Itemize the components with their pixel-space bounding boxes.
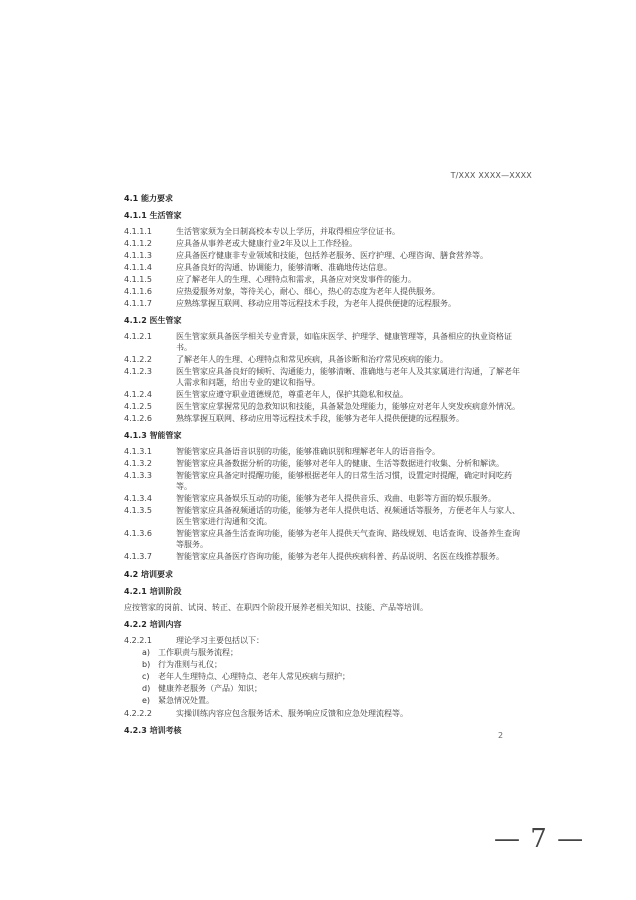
subsection-heading: 4.1.3 智能管家 [124, 431, 182, 440]
clause [124, 250, 524, 261]
list-item [142, 671, 524, 682]
clause [124, 470, 524, 492]
section-4-2 [124, 569, 524, 736]
clause [124, 401, 524, 412]
clause-text: 应具备良好的沟通、协调能力，能够清晰、准确地传达信息。 [176, 263, 392, 272]
clause [124, 298, 524, 309]
clause-number: 4.1.1.2 [124, 239, 152, 248]
list-text: 工作职责与服务流程； [158, 648, 238, 657]
subsection-heading: 4.1.2 医生管家 [124, 316, 182, 325]
clause [124, 413, 524, 424]
subsection-heading: 4.1.1 生活管家 [124, 211, 182, 220]
clause [124, 366, 524, 388]
clause-text: 智能管家应具备生活查询功能，能够为老年人提供天气查询、路线规划、电话查询、设备养生查询等服务。 [176, 529, 520, 549]
clause-number: 4.1.1.6 [124, 287, 152, 296]
list-label: e) [142, 696, 151, 705]
clause-number: 4.1.3.7 [124, 552, 152, 561]
clause-number: 4.1.3.5 [124, 506, 152, 515]
clause [124, 551, 524, 562]
clause-number: 4.1.2.1 [124, 332, 152, 341]
clause-text: 智能管家应具备定时提醒功能，能够根据老年人的日常生活习惯，设置定时提醒，确定时间吃药等。 [176, 471, 512, 491]
clause [124, 274, 524, 285]
clause [124, 635, 524, 646]
clause [124, 262, 524, 273]
list-text: 行为准则与礼仪； [158, 660, 222, 669]
clause-text: 生活管家须为全日制高校本专以上学历，并取得相应学位证书。 [176, 227, 400, 236]
clause [124, 528, 524, 550]
clause-number: 4.1.2.3 [124, 367, 152, 376]
list-item [142, 659, 524, 670]
clause-number: 4.1.3.3 [124, 471, 152, 480]
clause-number: 4.2.2.1 [124, 636, 152, 645]
clause-number: 4.1.3.1 [124, 447, 152, 456]
clause-number: 4.1.2.4 [124, 390, 152, 399]
clause-text: 理论学习主要包括以下： [176, 636, 264, 645]
clause-text: 实操训练内容应包含服务话术、服务响应反馈和应急处理流程等。 [176, 709, 408, 718]
clause [124, 286, 524, 297]
list-text: 健康养老服务（产品）知识； [158, 684, 262, 693]
section-heading: 4.1 能力要求 [124, 194, 173, 203]
clause-number: 4.1.1.3 [124, 251, 152, 260]
page-footer-number: — 7 — [494, 824, 585, 854]
clause-number: 4.1.3.6 [124, 529, 152, 538]
list-text: 老年人生理特点、心理特点、老年人常见疾病与照护； [158, 672, 350, 681]
clause-number: 4.1.2.5 [124, 402, 152, 411]
document-content [124, 186, 524, 741]
clause [124, 238, 524, 249]
clause [124, 505, 524, 527]
clause [124, 226, 524, 237]
clause-text: 医生管家应掌握常见的急救知识和技能，具备紧急处理能力，能够应对老年人突发疾病意外情况。 [176, 402, 520, 411]
clause-text: 应具备医疗健康非专业领域和技能，包括养老服务、医疗护理、心理咨询、膳食营养等。 [176, 251, 488, 260]
clause-number: 4.1.1.7 [124, 299, 152, 308]
list-item [142, 695, 524, 706]
section-4-1 [124, 193, 524, 562]
clause-text: 应具备从事养老或大健康行业2年及以上工作经验。 [176, 239, 358, 248]
bullet-list [124, 647, 524, 706]
clause [124, 458, 524, 469]
clause-text: 熟练掌握互联网、移动应用等远程技术手段，能够为老年人提供便捷的远程服务。 [176, 414, 464, 423]
list-text: 紧急情况处置。 [158, 696, 214, 705]
document-id: T/XXX XXXX—XXXX [450, 171, 532, 180]
clause-text: 医生管家应具备良好的倾听、沟通能力，能够清晰、准确地与老年人及其家属进行沟通，了解老年人需求和问题，给出专业的建议和指导。 [176, 367, 520, 387]
clause [124, 446, 524, 457]
clause [124, 708, 524, 719]
subsection-heading: 4.2.3 培训考核 [124, 726, 182, 735]
clause [124, 331, 524, 353]
list-label: a) [142, 648, 151, 657]
list-item [142, 647, 524, 658]
small-page-number: 2 [498, 731, 504, 740]
clause-text: 应了解老年人的生理、心理特点和需求，具备应对突发事件的能力。 [176, 275, 416, 284]
clause-text: 智能管家应具备视频通话的功能，能够为老年人提供电话、视频通话等服务，方便老年人与家人、医生管家进行沟通和交流。 [176, 506, 520, 526]
clause-number: 4.1.2.2 [124, 355, 152, 364]
subsection-heading: 4.2.2 培训内容 [124, 620, 182, 629]
clause-number: 4.1.1.1 [124, 227, 152, 236]
clause [124, 389, 524, 400]
list-label: d) [142, 684, 151, 693]
clause-number: 4.1.1.4 [124, 263, 152, 272]
clause-text: 智能管家应具备语音识别的功能，能够准确识别和理解老年人的语音指令。 [176, 447, 440, 456]
list-label: b) [142, 660, 151, 669]
clause-text: 了解老年人的生理、心理特点和常见疾病，具备诊断和治疗常见疾病的能力。 [176, 355, 448, 364]
subsection-heading: 4.2.1 培训阶段 [124, 587, 182, 596]
clause-text: 智能管家应具备医疗咨询功能，能够为老年人提供疾病科普、药品说明、名医在线推荐服务。 [176, 552, 504, 561]
list-label: c) [142, 672, 150, 681]
clause-text: 医生管家须具备医学相关专业背景，如临床医学、护理学、健康管理等，具备相应的执业资格证书。 [176, 332, 512, 352]
clause-text: 智能管家应具备数据分析的功能，能够对老年人的健康、生活等数据进行收集、分析和解读。 [176, 459, 504, 468]
clause-number: 4.1.3.4 [124, 494, 152, 503]
section-heading: 4.2 培训要求 [124, 570, 173, 579]
clause-number: 4.1.1.5 [124, 275, 152, 284]
clause-text: 应热爱服务对象，等待关心，耐心、细心，热心的态度为老年人提供服务。 [176, 287, 440, 296]
list-item [142, 683, 524, 694]
clause-text: 智能管家应具备娱乐互动的功能，能够为老年人提供音乐、戏曲、电影等方面的娱乐服务。 [176, 494, 496, 503]
clause-number: 4.1.3.2 [124, 459, 152, 468]
clause-text: 应熟练掌握互联网、移动应用等远程技术手段，为老年人提供便捷的远程服务。 [176, 299, 456, 308]
paragraph: 应按管家的岗前、试岗、转正、在职四个阶段开展养老相关知识、技能、产品等培训。 [124, 603, 428, 612]
clause [124, 493, 524, 504]
clause-number: 4.1.2.6 [124, 414, 152, 423]
clause-number: 4.2.2.2 [124, 709, 152, 718]
clause-text: 医生管家应遵守职业道德规范，尊重老年人，保护其隐私和权益。 [176, 390, 408, 399]
clause [124, 354, 524, 365]
